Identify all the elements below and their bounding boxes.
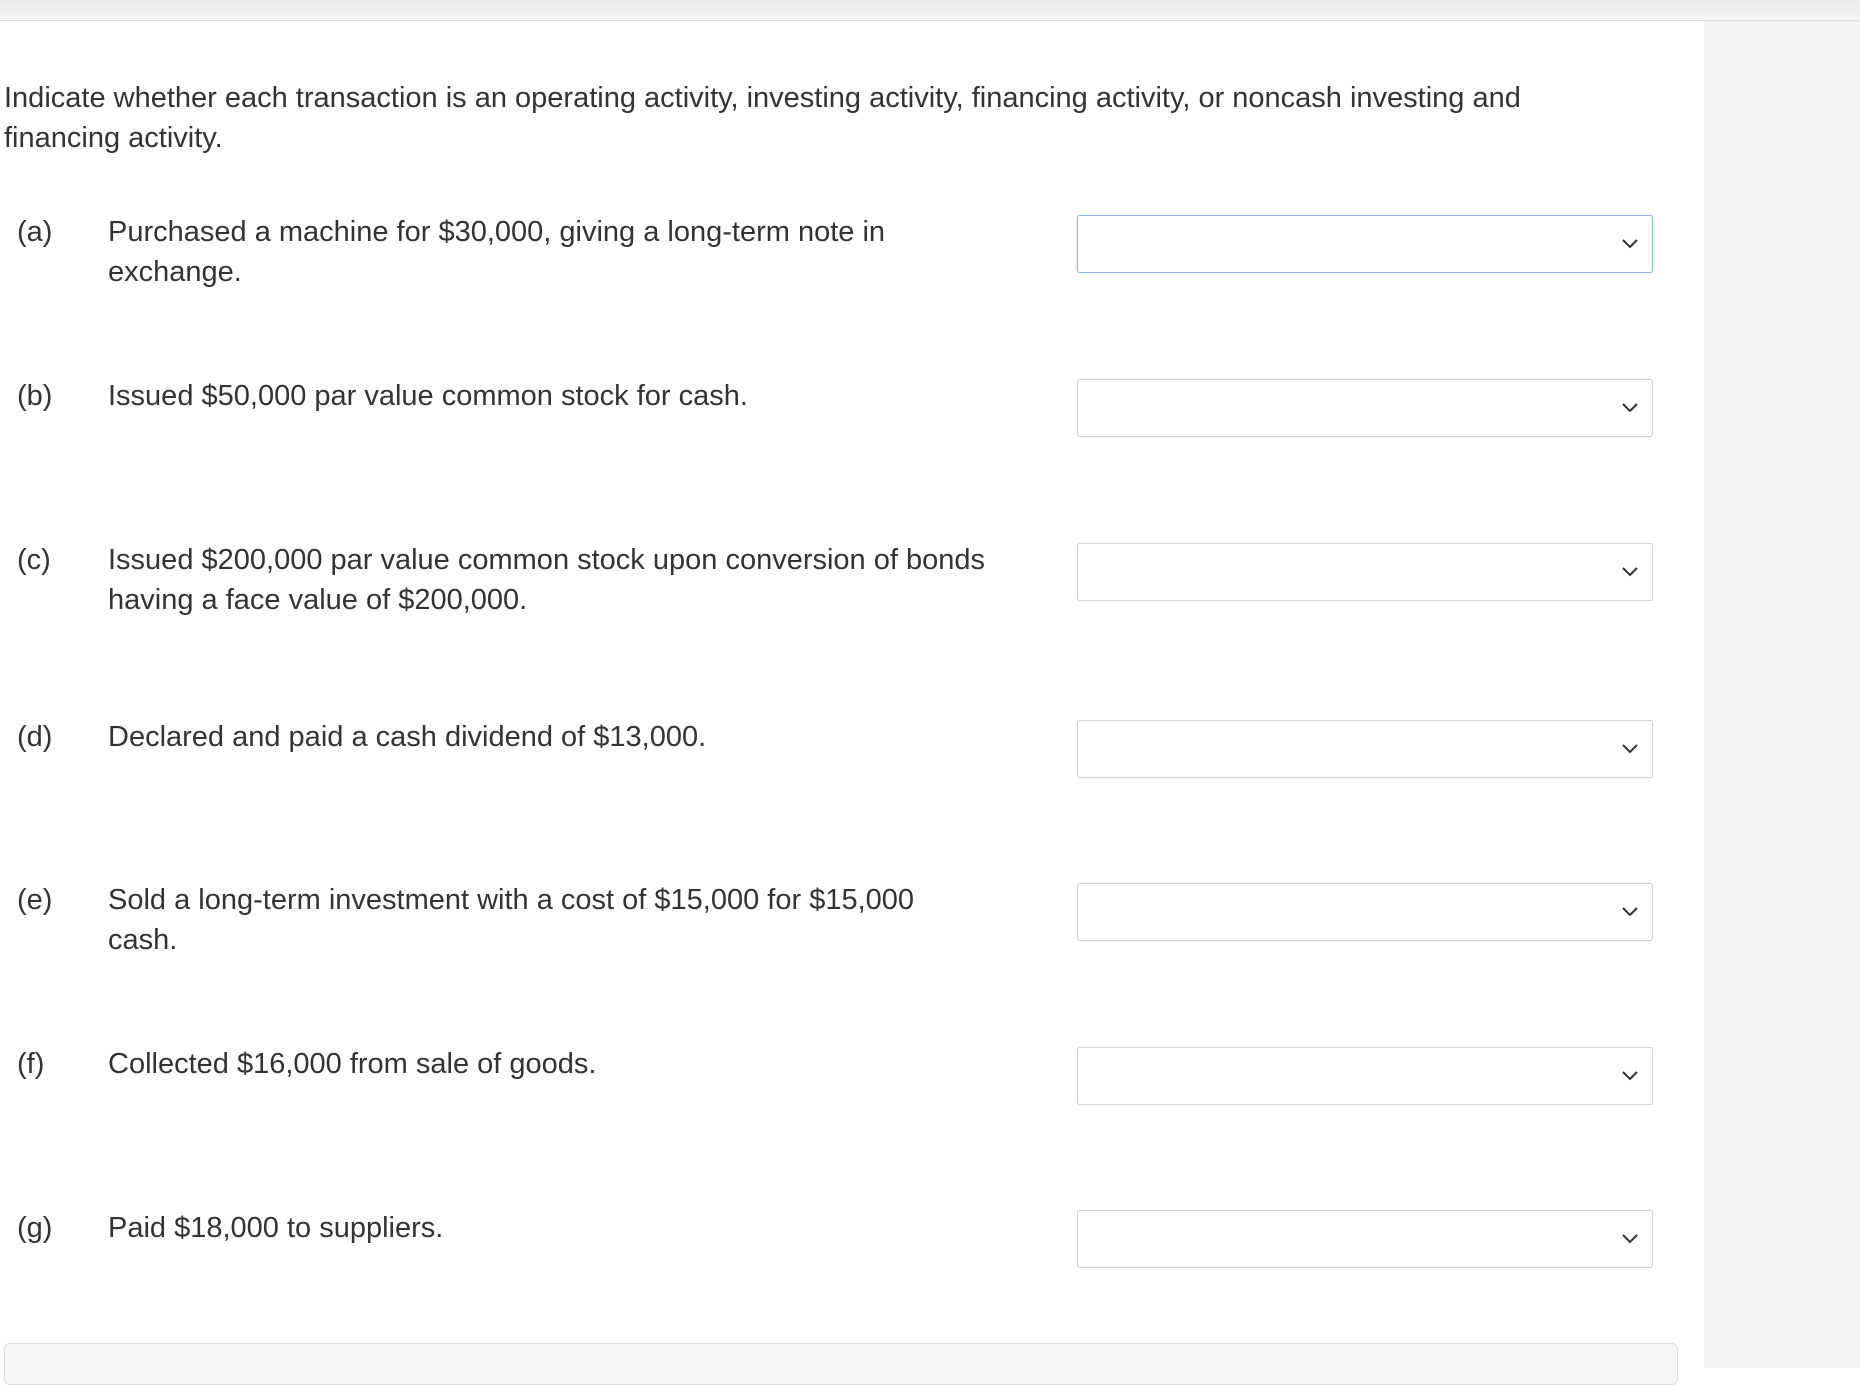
chevron-down-icon xyxy=(1620,233,1640,253)
activity-select-f[interactable] xyxy=(1077,1047,1653,1105)
activity-select-a[interactable] xyxy=(1077,215,1653,273)
transaction-text: Issued $50,000 par value common stock for cash. xyxy=(108,380,748,412)
transaction-letter: (c) xyxy=(17,544,51,576)
chevron-down-icon xyxy=(1620,1228,1640,1248)
transaction-letter: (g) xyxy=(17,1212,53,1244)
transaction-text: Collected $16,000 from sale of goods. xyxy=(108,1048,597,1080)
top-bar xyxy=(0,0,1860,21)
activity-select-g[interactable] xyxy=(1077,1210,1653,1268)
instruction-text: Indicate whether each transaction is an operating activity, investing activity, financing activity, or noncash investing and financing activity. xyxy=(4,82,1521,154)
activity-select-b[interactable] xyxy=(1077,379,1653,437)
transaction-letter: (e) xyxy=(17,884,53,916)
right-gutter xyxy=(1704,0,1860,1368)
activity-select-c[interactable] xyxy=(1077,543,1653,601)
transaction-text: Issued $200,000 par value common stock upon conversion of bonds having a face value of $200,000. xyxy=(108,544,985,616)
chevron-down-icon xyxy=(1620,901,1640,921)
transaction-letter: (a) xyxy=(17,216,53,248)
transaction-letter: (b) xyxy=(17,380,53,412)
transaction-text: Purchased a machine for $30,000, giving a long-term note in exchange. xyxy=(108,216,886,288)
transaction-letter: (f) xyxy=(17,1048,45,1080)
activity-select-e[interactable] xyxy=(1077,883,1653,941)
transaction-text: Paid $18,000 to suppliers. xyxy=(108,1212,444,1244)
transaction-text: Declared and paid a cash dividend of $13,000. xyxy=(108,721,707,753)
chevron-down-icon xyxy=(1620,561,1640,581)
next-section-panel xyxy=(4,1343,1678,1385)
transaction-letter: (d) xyxy=(17,721,53,753)
chevron-down-icon xyxy=(1620,738,1640,758)
chevron-down-icon xyxy=(1620,397,1640,417)
transaction-text: Sold a long-term investment with a cost of $15,000 for $15,000 cash. xyxy=(108,884,915,956)
chevron-down-icon xyxy=(1620,1065,1640,1085)
activity-select-d[interactable] xyxy=(1077,720,1653,778)
